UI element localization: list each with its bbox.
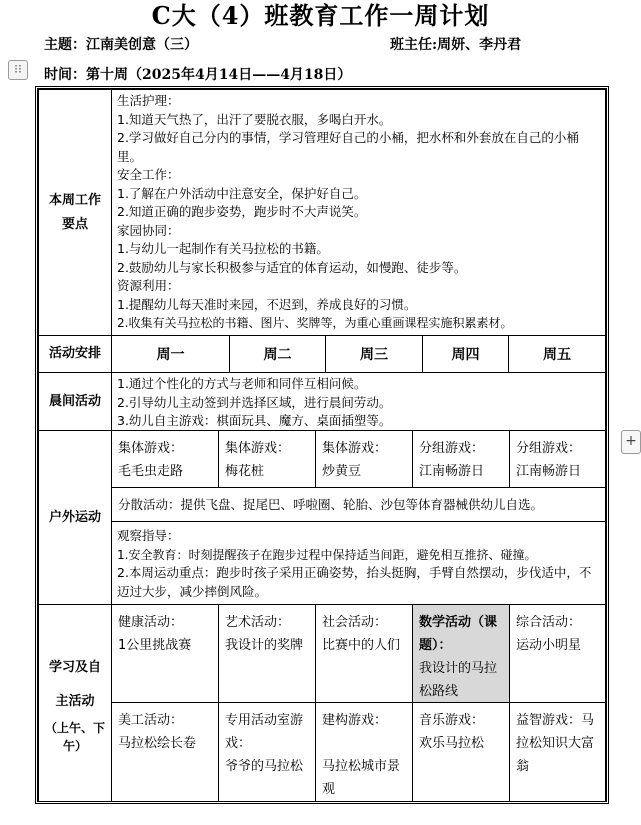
learning-body: 马拉松绘长卷: [118, 736, 197, 751]
group-game-tue: [218, 430, 316, 488]
learning-mon-pm: [111, 702, 219, 802]
weekly-line: 1.提醒幼儿每天准时来园，不迟到，养成良好的习惯。: [117, 296, 417, 312]
guidance-line: 观察指导：: [117, 528, 180, 543]
weekly-line: 1.与幼儿一起制作有关马拉松的书籍。: [117, 241, 329, 256]
group-game-name: 毛毛虫走路: [118, 464, 184, 479]
learning-body: 比赛中的人们: [322, 638, 401, 653]
weekly-points-content: [111, 89, 606, 336]
learning-thu-am: [412, 604, 510, 703]
learning-body: 欢乐马拉松: [419, 736, 485, 751]
morning-line: 3.幼儿自主游戏：棋面玩具、魔方、桌面插塑等。: [117, 413, 392, 428]
teachers-text: 班主任:周妍、李丹君: [390, 37, 522, 53]
morning-content: [111, 372, 606, 431]
group-game-title: 集体游戏：: [225, 441, 291, 456]
learning-body: 我设计的马拉松路线: [419, 661, 498, 699]
learning-tue-am: [218, 604, 316, 703]
learning-wed-pm: [315, 702, 413, 802]
day-header-tue: 周二: [229, 335, 326, 373]
group-game-name: 江南畅游日: [419, 464, 485, 479]
learning-title: 美工活动：: [118, 713, 184, 728]
group-game-mon: [111, 430, 219, 488]
learning-label: [38, 604, 112, 802]
learning-body: 马拉松城市景观: [322, 759, 401, 797]
day-header-thu: 周四: [422, 335, 509, 373]
learning-label-main: 学习及自主活动: [48, 660, 101, 709]
page-title: C大（4）班教育工作一周计划: [151, 1, 490, 30]
outdoor-label: 户外运动: [38, 430, 112, 605]
morning-label: 晨间活动: [38, 372, 112, 431]
learning-fri-pm: [509, 702, 606, 802]
learning-title: 建构游戏：: [322, 713, 388, 728]
learning-tue-pm: [218, 702, 316, 802]
learning-body: 1公里挑战赛: [118, 638, 192, 653]
group-game-name: 江南畅游日: [516, 464, 582, 479]
learning-title: 艺术活动：: [225, 615, 291, 630]
group-game-wed: [315, 430, 413, 488]
theme-text: 主题：江南美创意（三）: [44, 37, 198, 53]
weekly-line: 资源利用：: [117, 278, 180, 293]
group-game-fri: [509, 430, 606, 488]
weekly-line: 2.鼓励幼儿与家长积极参与适宜的体育运动，如慢跑、徒步等。: [117, 259, 467, 275]
day-header-wed: 周三: [325, 335, 423, 373]
group-game-name: 梅花桩: [225, 464, 265, 479]
weekly-points-label-text: 本周工作要点: [48, 192, 101, 232]
scattered-activity: 分散活动：提供飞盘、捉尾巴、呼啦圈、轮胎、沙包等体育器械供幼儿自选。: [111, 487, 606, 522]
schedule-label: 活动安排: [38, 335, 112, 373]
add-row-plus-icon[interactable]: +: [621, 430, 641, 454]
weekly-line: 生活护理：: [117, 93, 180, 108]
learning-title: 音乐游戏：: [419, 713, 485, 728]
learning-mon-am: [111, 604, 219, 703]
learning-title: 健康活动：: [118, 615, 184, 630]
learning-title: 综合活动：: [516, 615, 582, 630]
morning-line: 1.通过个性化的方式与老师和同伴互相问候。: [117, 376, 367, 391]
weekly-line: 1.了解在户外活动中注意安全，保护好自己。: [117, 185, 367, 201]
weekly-line: 1.知道天气热了，出汗了要脱衣服，多喝白开水。: [117, 111, 392, 127]
weekly-line: 2.收集有关马拉松的书籍、图片、奖牌等，为重心重画课程实施积累素材。: [117, 316, 513, 330]
group-game-title: 分组游戏：: [419, 441, 485, 456]
weekly-points-label: [38, 89, 112, 336]
learning-label-sub: （上午、下午）: [44, 721, 105, 753]
day-header-fri: 周五: [508, 335, 606, 373]
weekly-line: 家园协同：: [117, 222, 180, 238]
learning-body: 爷爷的马拉松: [225, 759, 304, 774]
learning-body: 我设计的奖牌: [225, 638, 304, 653]
group-game-title: 分组游戏：: [516, 441, 582, 456]
guidance-line: 1.安全教育：时刻提醒孩子在跑步过程中保持适当间距，避免相互推挤、碰撞。: [117, 547, 537, 562]
group-game-thu: [412, 430, 510, 488]
day-header-mon: 周一: [111, 335, 230, 373]
learning-body: 运动小明星: [516, 638, 582, 653]
learning-title: 社会活动：: [322, 615, 388, 630]
group-game-title: 集体游戏：: [118, 441, 184, 456]
learning-title: 益智游戏：: [516, 713, 582, 728]
observation-guidance: [111, 521, 606, 605]
guidance-line: 2.本周运动重点：跑步时孩子采用正确姿势，抬头挺胸，手臂自然摆动，步伐适中，不迈过大步，减少摔倒风险。: [117, 565, 592, 599]
learning-title: 专用活动室游戏：: [225, 713, 304, 751]
weekly-line: 2.学习做好自己分内的事情，学习管理好自己的小桶，把水杯和外套放在自己的小桶里。: [117, 130, 579, 164]
morning-line: 2.引导幼儿主动签到并选择区域，进行晨间劳动。: [117, 394, 392, 410]
weekly-line: 安全工作：: [117, 167, 180, 182]
weekly-line: 2.知道正确的跑步姿势，跑步时不大声说笑。: [117, 204, 367, 219]
time-text: 时间：第十周（2025年4月14日——4月18日）: [44, 67, 352, 83]
learning-wed-am: [315, 604, 413, 703]
group-game-title: 集体游戏：: [322, 441, 388, 456]
learning-fri-am: [509, 604, 606, 703]
learning-title: 数学活动（课题）：: [419, 615, 498, 653]
table-move-handle-icon[interactable]: ⁝⁝: [8, 60, 28, 80]
group-game-name: 炒黄豆: [322, 464, 362, 479]
learning-thu-pm: [412, 702, 510, 802]
learning-body: 马拉松知识大富翁: [516, 713, 595, 774]
